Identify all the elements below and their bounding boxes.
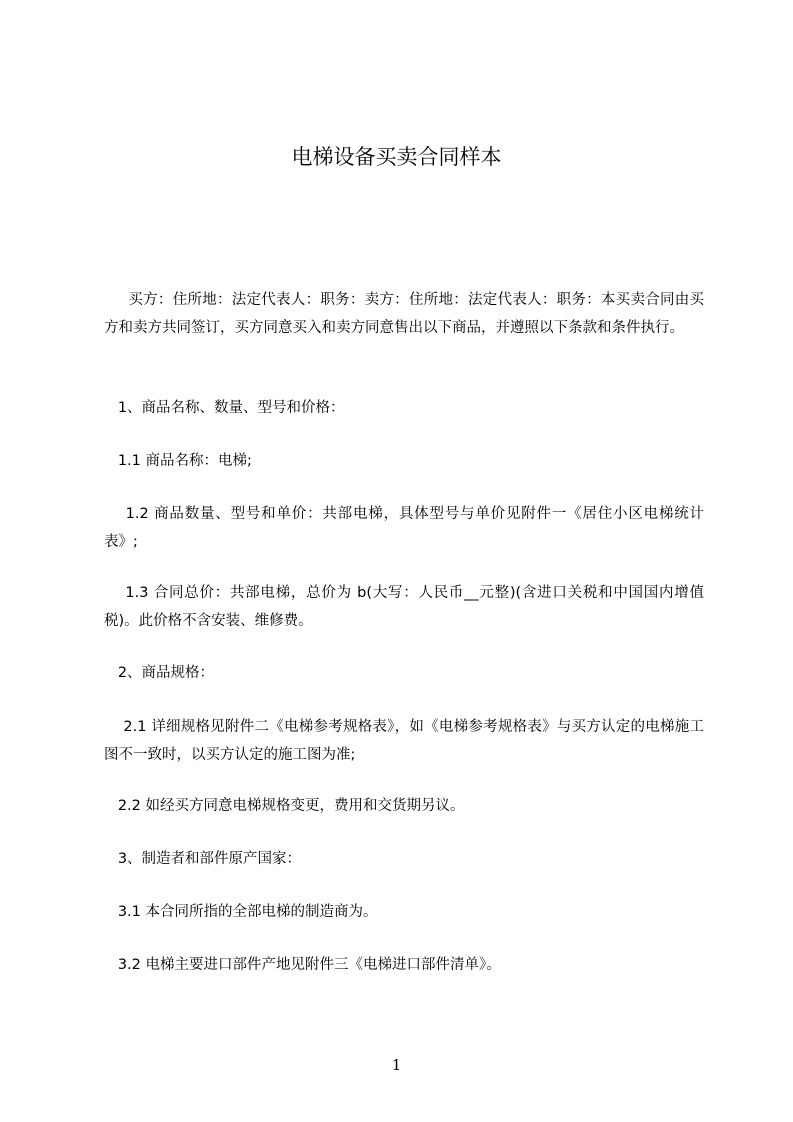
document-title: 电梯设备买卖合同样本 bbox=[291, 145, 502, 169]
paragraph-2-1: 2.1 详细规格见附件二《电梯参考规格表》，如《电梯参考规格表》与买方认定的电梯施工图不一致时，以买方认定的施工图为准; bbox=[104, 719, 704, 763]
paragraph-1-3: 1.3 合同总价：共部电梯，总价为 b(大写：人民币__元整)(含进口关税和中国国内增值税)。此价格不含安装、维修费。 bbox=[104, 585, 704, 629]
paragraph-section-3: 3、制造者和部件原产国家： bbox=[104, 851, 302, 867]
page-number: 1 bbox=[391, 1056, 402, 1074]
paragraph-1-2: 1.2 商品数量、型号和单价：共部电梯，具体型号与单价见附件一《居住小区电梯统计表》; bbox=[104, 506, 705, 550]
paragraph-3-1: 3.1 本合同所指的全部电梯的制造商为。 bbox=[104, 904, 378, 920]
paragraph-section-1: 1、商品名称、数量、型号和价格： bbox=[104, 400, 345, 416]
paragraph-3-2: 3.2 电梯主要进口部件产地见附件三《电梯进口部件清单》。 bbox=[104, 957, 501, 973]
paragraph-1-1: 1.1 商品名称：电梯; bbox=[104, 453, 252, 469]
paragraph-2-2: 2.2 如经买方同意电梯规格变更，费用和交货期另议。 bbox=[104, 798, 465, 814]
paragraph-section-2: 2、商品规格： bbox=[104, 665, 215, 681]
paragraph-intro: 买方：住所地：法定代表人：职务：卖方：住所地：法定代表人：职务：本买卖合同由买方和卖方共同签订，买方同意买入和卖方同意售出以下商品，并遵照以下条款和条件执行。 bbox=[104, 292, 705, 336]
